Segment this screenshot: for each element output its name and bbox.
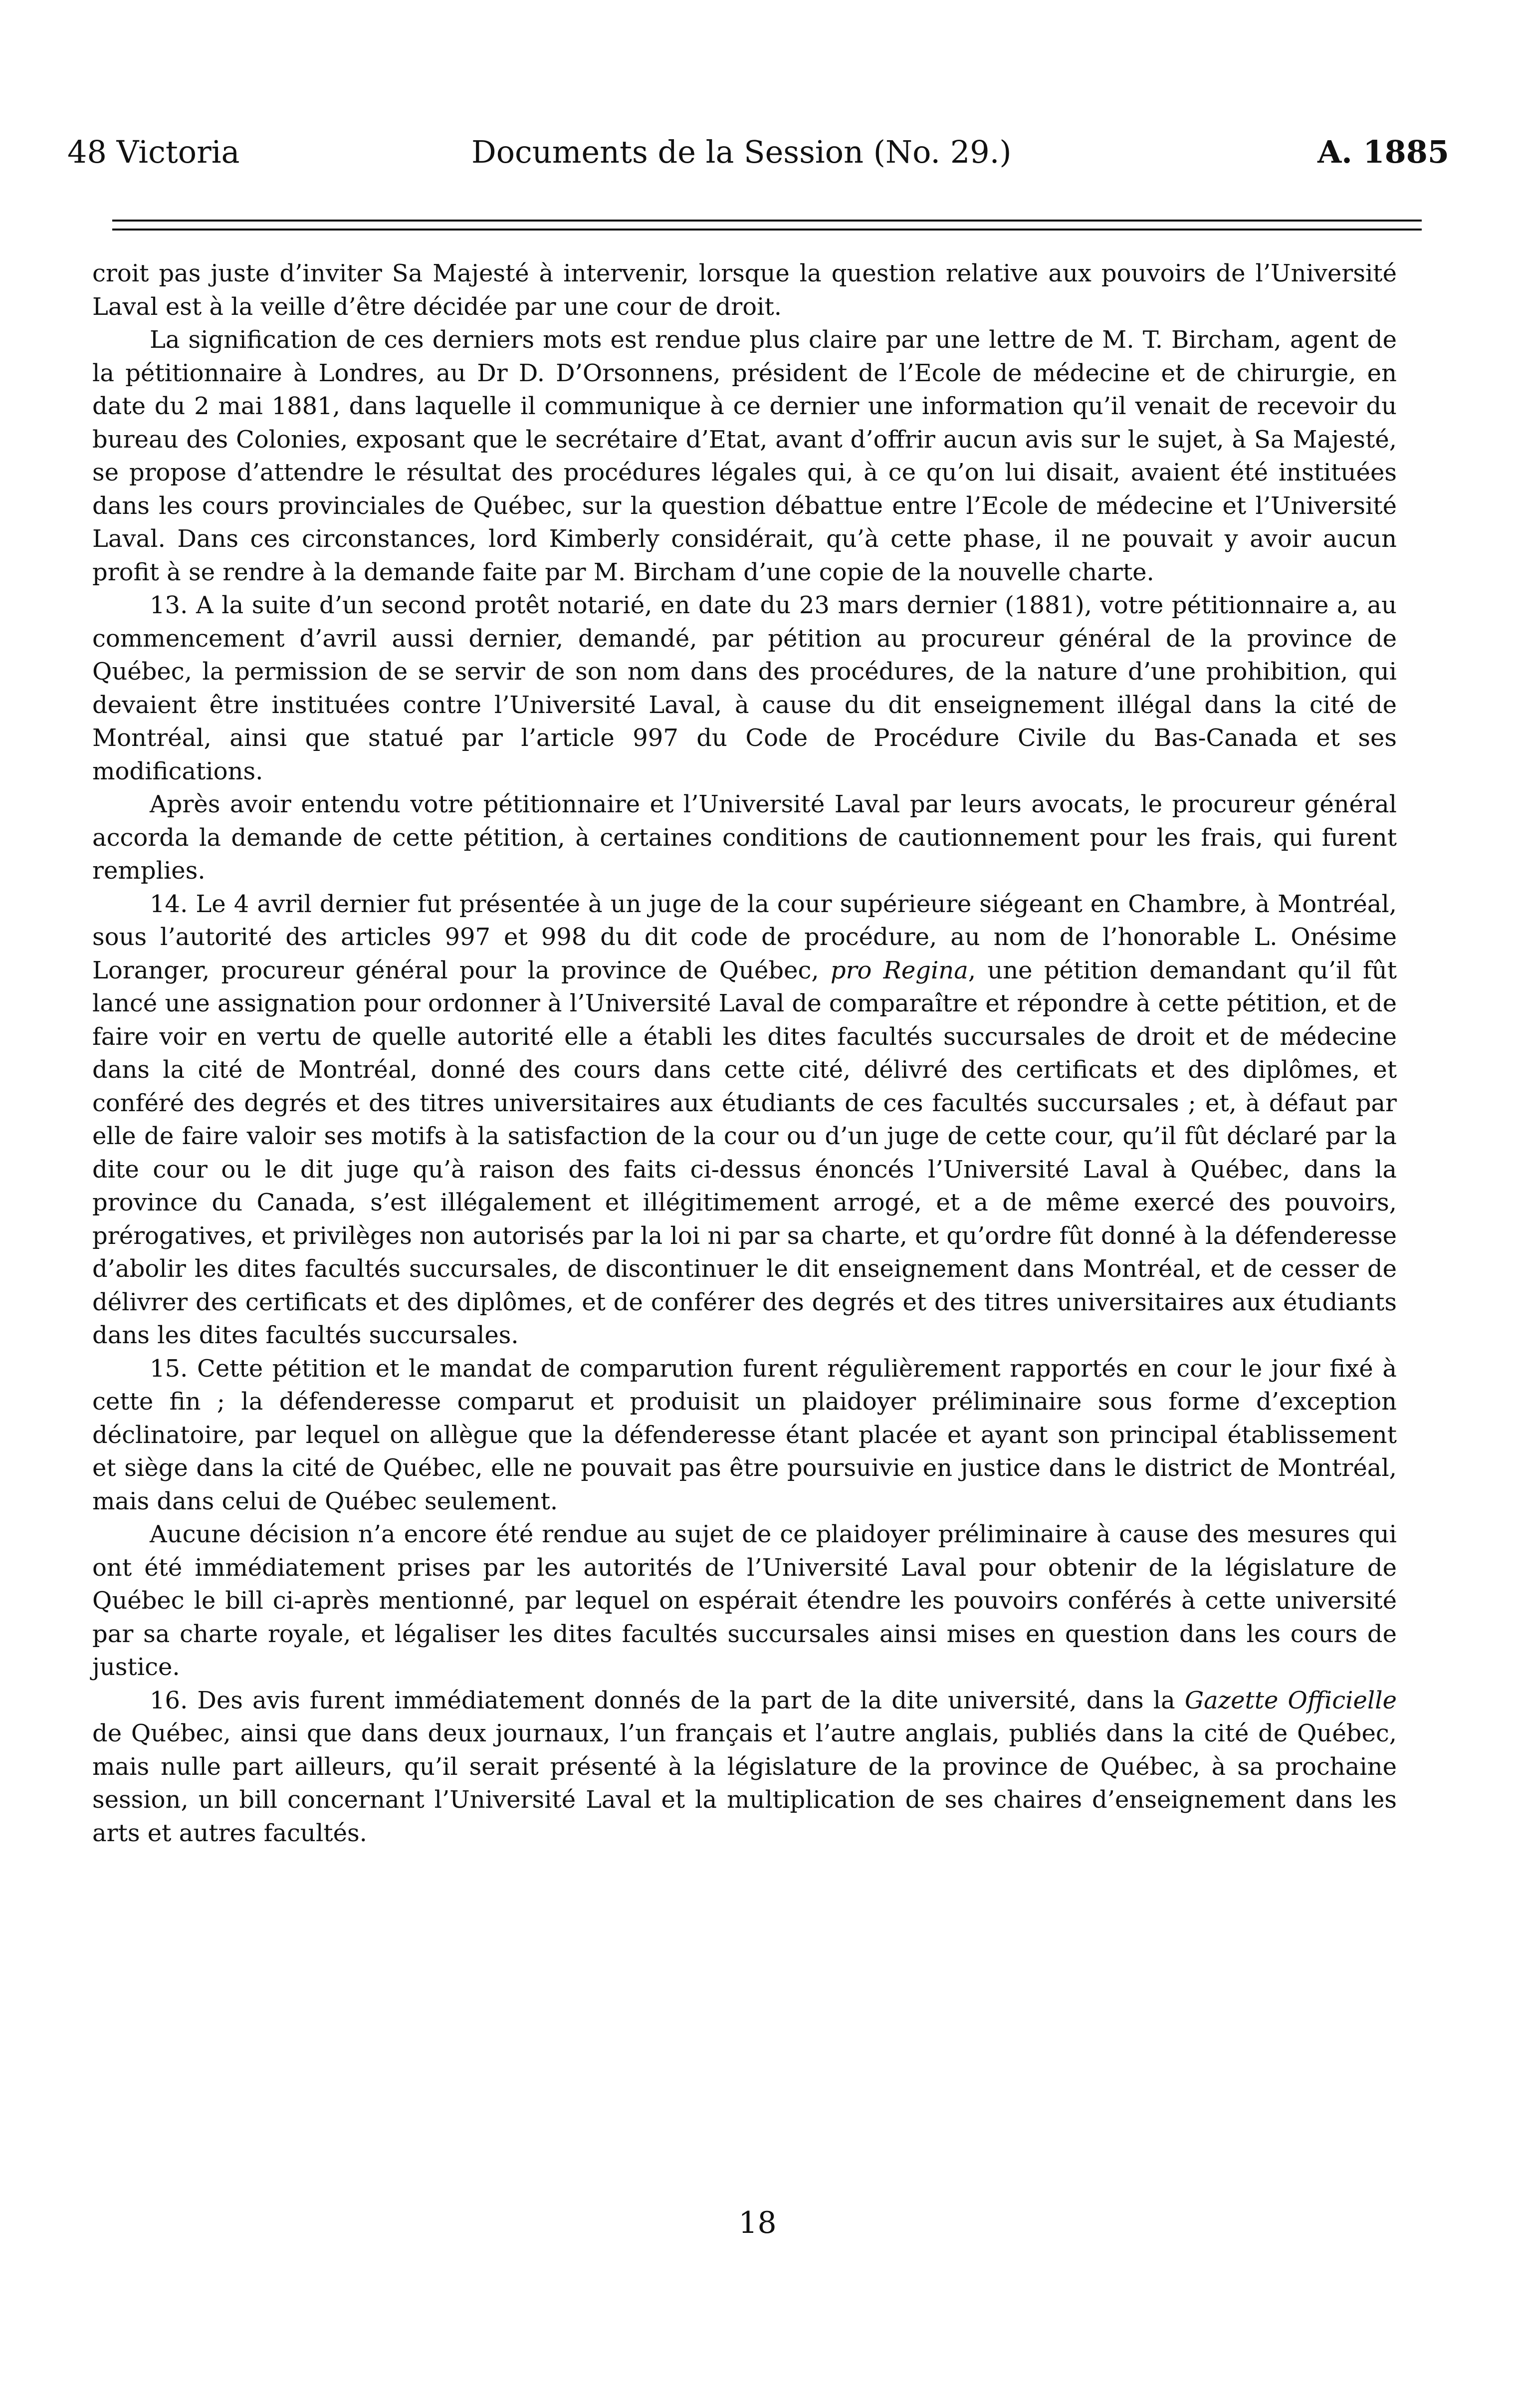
italic-text: Gazette Officielle — [1184, 1686, 1397, 1714]
header-title: Documents de la Session (No. 29.) — [471, 134, 1012, 170]
header-left: 48 Victoria — [67, 134, 240, 170]
header-rule-bottom — [112, 229, 1422, 231]
header-year: A. 1885 — [1317, 134, 1449, 170]
paragraph: 13. A la suite d’un second protêt notarié, en date du 23 mars dernier (1881), votre pétitionnaire a, au commencement d’avril aussi dernier, demandé, par pétition au procureur général de la province de Québec, la permission de se servir de son nom dans des procédures, de la nature d’une prohibition, qui devaient être instituées contre l’Université Laval, à cause du dit enseignement illégal dans la cité de Montréal, ainsi que statué par l’article 997 du Code de Procédure Civile du Bas-Canada et ses modifications. — [92, 591, 1397, 785]
paragraph: La signification de ces derniers mots est rendue plus claire par une lettre de M. T. Bircham, agent de la pétitionnaire à Londres, au Dr D. D’Orsonnens, président de l’Ecole de médecine et de chirurgie, en date du 2 mai 1881, dans laquelle il communique à ce dernier une information qu’il venait de recevoir du bureau des Colonies, exposant que le secrétaire d’Etat, avant d’offrir aucun avis sur le sujet, à Sa Majesté, se propose d’attendre le résultat des procédures légales qui, à ce qu’on lui disait, avaient été instituées dans les cours provinciales de Québec, sur la question débattue entre l’Ecole de médecine et l’Université Laval. Dans ces circonstances, lord Kimberly considérait, qu’à cette phase, il ne pouvait y avoir aucun profit à se rendre à la demande faite par M. Bircham d’une copie de la nouvelle charte. — [92, 326, 1397, 586]
paragraph: 16. Des avis furent immédiatement donnés de la part de la dite université, dans la Gazette Officielle de Québec, ainsi que dans deux journaux, l’un français et l’autre anglais, publiés dans la cité de Québec, mais nulle part ailleurs, qu’il serait présenté à la législature de la province de Québec, à sa prochaine session, un bill concernant l’Université Laval et la multiplication de ses chaires d’enseignement dans les arts et autres facultés. — [92, 1686, 1397, 1847]
page-number: 18 — [738, 2205, 777, 2240]
body-text — [92, 257, 1397, 1850]
header-rule-top — [112, 220, 1422, 222]
running-header — [67, 130, 1449, 175]
paragraph: 14. Le 4 avril dernier fut présentée à un juge de la cour supérieure siégeant en Chambre, à Montréal, sous l’autorité des articles 997 et 998 du dit code de procédure, au nom de l’honorable L. Onésime Loranger, procureur général pour la province de Québec, pro Regina, une pétition demandant qu’il fût lancé une assignation pour ordonner à l’Université Laval de comparaître et répondre à cette pétition, et de faire voir en vertu de quelle autorité elle a établi les dites facultés succursales de droit et de médecine dans la cité de Montréal, donné des cours dans cette cité, délivré des certificats et des diplômes, et conféré des degrés et des titres universitaires aux étudiants de ces facultés succursales ; et, à défaut par elle de faire valoir ses motifs à la satisfaction de la cour ou d’un juge de cette cour, qu’il fût déclaré par la dite cour ou le dit juge qu’à raison des faits ci-dessus énoncés l’Université Laval à Québec, dans la province du Canada, s’est illégalement et illégitimement arrogé, et a de même exercé des pouvoirs, prérogatives, et privilèges non autorisés par la loi ni par sa charte, et qu’ordre fût donné à la défenderesse d’abolir les dites facultés succursales, de discontinuer le dit enseignement dans Montréal, et de cesser de délivrer des certificats et des diplômes, et de conférer des degrés et des titres universitaires aux étudiants dans les dites facultés succursales. — [92, 890, 1397, 1349]
paragraph: 15. Cette pétition et le mandat de comparution furent régulièrement rapportés en cour le jour fixé à cette fin ; la défenderesse comparut et produisit un plaidoyer préliminaire sous forme d’exception déclinatoire, par lequel on allègue que la défenderesse étant placée et ayant son principal établissement et siège dans la cité de Québec, elle ne pouvait pas être poursuivie en justice dans le district de Montréal, mais dans celui de Québec seulement. — [92, 1354, 1397, 1515]
italic-text: pro Regina — [830, 956, 968, 984]
paragraph: Après avoir entendu votre pétitionnaire et l’Université Laval par leurs avocats, le procureur général accorda la demande de cette pétition, à certaines conditions de cautionnement pour les frais, qui furent remplies. — [92, 790, 1397, 885]
paragraph: croit pas juste d’inviter Sa Majesté à intervenir, lorsque la question relative aux pouvoirs de l’Université Laval est à la veille d’être décidée par une cour de droit. — [92, 259, 1397, 321]
paragraph: Aucune décision n’a encore été rendue au sujet de ce plaidoyer préliminaire à cause des mesures qui ont été immédiatement prises par les autorités de l’Université Laval pour obtenir de la législature de Québec le bill ci-après mentionné, par lequel on espérait étendre les pouvoirs conférés à cette université par sa charte royale, et légaliser les dites facultés succursales ainsi mises en question dans les cours de justice. — [92, 1520, 1397, 1681]
